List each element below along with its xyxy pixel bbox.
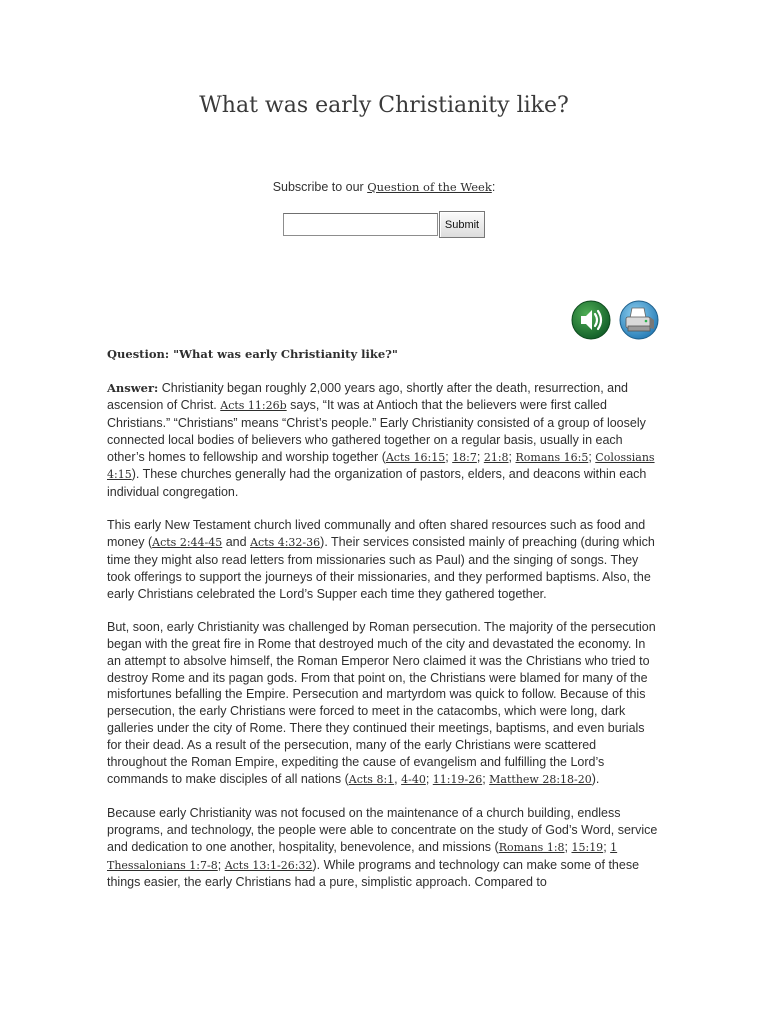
scripture-link[interactable]: 1 Thessalonians 1:7-8	[107, 840, 618, 872]
scripture-link[interactable]: Romans 16:5	[515, 450, 589, 464]
question-text: "What was early Christianity like?"	[173, 347, 398, 361]
text: ). Their services consisted mainly of preaching (during which time they might also read letters from missionaries such as Paul) and the singing of songs. They took offerings to support the journeys of their missionaries, and they performed baptisms. Also, the early Christians celebrated the Lord’s Supper each time they gathered together.	[107, 535, 655, 601]
scripture-link[interactable]: Acts 4:32-36	[250, 536, 321, 550]
question-of-the-week-link[interactable]: Question of the Week	[367, 180, 492, 194]
subscribe-line	[0, 180, 768, 194]
article-body	[107, 346, 659, 907]
question-line	[107, 346, 659, 363]
text: ;	[603, 839, 611, 854]
speaker-icon[interactable]	[571, 300, 611, 340]
submit-button[interactable]: Submit	[439, 211, 485, 238]
text: ;	[564, 839, 572, 854]
scripture-link[interactable]: Acts 16:15	[385, 450, 446, 464]
answer-paragraph-3	[107, 619, 659, 789]
text: ;	[425, 771, 433, 786]
scripture-link[interactable]: Acts 11:26b	[220, 398, 287, 412]
subscribe-prefix: Subscribe to our	[272, 180, 368, 194]
scripture-link[interactable]: 4-40	[401, 772, 426, 786]
scripture-link[interactable]: Acts 2:44-45	[152, 536, 223, 550]
scripture-link[interactable]: Colossians 4:15	[107, 450, 655, 482]
text: ).	[591, 771, 600, 786]
scripture-link[interactable]: Matthew 28:18-20	[489, 772, 592, 786]
scripture-link[interactable]: 11:19-26	[432, 772, 483, 786]
text: But, soon, early Christianity was challenged by Roman persecution. The majority of the persecution began with the great fire in Rome that destroyed much of the city and devastated the economy. In an attempt to absolve himself, the Roman Emperor Nero claimed it was the Christians who tried to destroy Rome and its pagan gods. From that point on, the Christians were blamed for many of the misfortunes befalling the Empire. Persecution and martyrdom was quick to follow. Because of this persecution, the early Christians were forced to meet in the catacombs, which were long, dark galleries under the city of Rome. There they continued their meetings, baptisms, and even burials for their dead. As a result of the persecution, many of the early Christians were scattered throughout the Roman Empire, expediting the cause of evangelism and fulfilling the Lord’s commands to make disciples of all nations (	[107, 619, 656, 786]
text: ,	[394, 771, 402, 786]
scripture-link[interactable]: 18:7	[452, 450, 477, 464]
scripture-link[interactable]: 15:19	[571, 840, 604, 854]
scripture-link[interactable]: Acts 13:1-26:32	[224, 858, 313, 872]
answer-paragraph-2	[107, 517, 659, 603]
text: ). While programs and technology can make some of these things easier, the early Christians had a pure, simplistic approach. Compared to	[107, 857, 640, 890]
text: ;	[476, 449, 484, 464]
text: Because early Christianity was not focused on the maintenance of a church building, endless programs, and technology, the people were able to concentrate on the study of God’s Word, service and dedication to one another, hospitality, benevolence, and missions (	[107, 805, 658, 854]
printer-icon[interactable]	[619, 300, 659, 340]
subscribe-email-input[interactable]	[283, 213, 438, 236]
action-icons	[571, 300, 659, 340]
text: This early New Testament church lived communally and often shared resources such as food and money (	[107, 518, 646, 550]
text: ). These churches generally had the organization of pastors, elders, and deacons within each individual congregation.	[107, 467, 647, 500]
scripture-link[interactable]: Acts 8:1	[348, 772, 395, 786]
text: and	[222, 535, 251, 550]
text: ;	[588, 449, 596, 464]
answer-paragraph-1	[107, 380, 659, 501]
text: ;	[217, 857, 225, 872]
subscribe-suffix: :	[491, 180, 496, 194]
scripture-link[interactable]: 21:8	[483, 450, 509, 464]
scripture-link[interactable]: Romans 1:8	[498, 840, 565, 854]
answer-paragraph-4	[107, 805, 659, 892]
page-title: What was early Christianity like?	[199, 93, 569, 118]
text: says, “It was at Antioch that the believers were first called Christians.” “Christians” means “Christ’s people.” Early Christianity consisted of a group of loosely connected local bodies of believers who gathered together on a regular basis, usually in each other’s homes to fellowship and worship together (	[107, 397, 646, 464]
text: Christianity began roughly 2,000 years ago, shortly after the death, resurrection, and ascension of Christ.	[107, 380, 628, 412]
text: ;	[445, 449, 453, 464]
text: ;	[482, 771, 490, 786]
text: ;	[508, 449, 516, 464]
question-label: Question:	[107, 347, 174, 361]
answer-label: Answer:	[107, 380, 159, 395]
subscribe-form	[283, 211, 485, 238]
